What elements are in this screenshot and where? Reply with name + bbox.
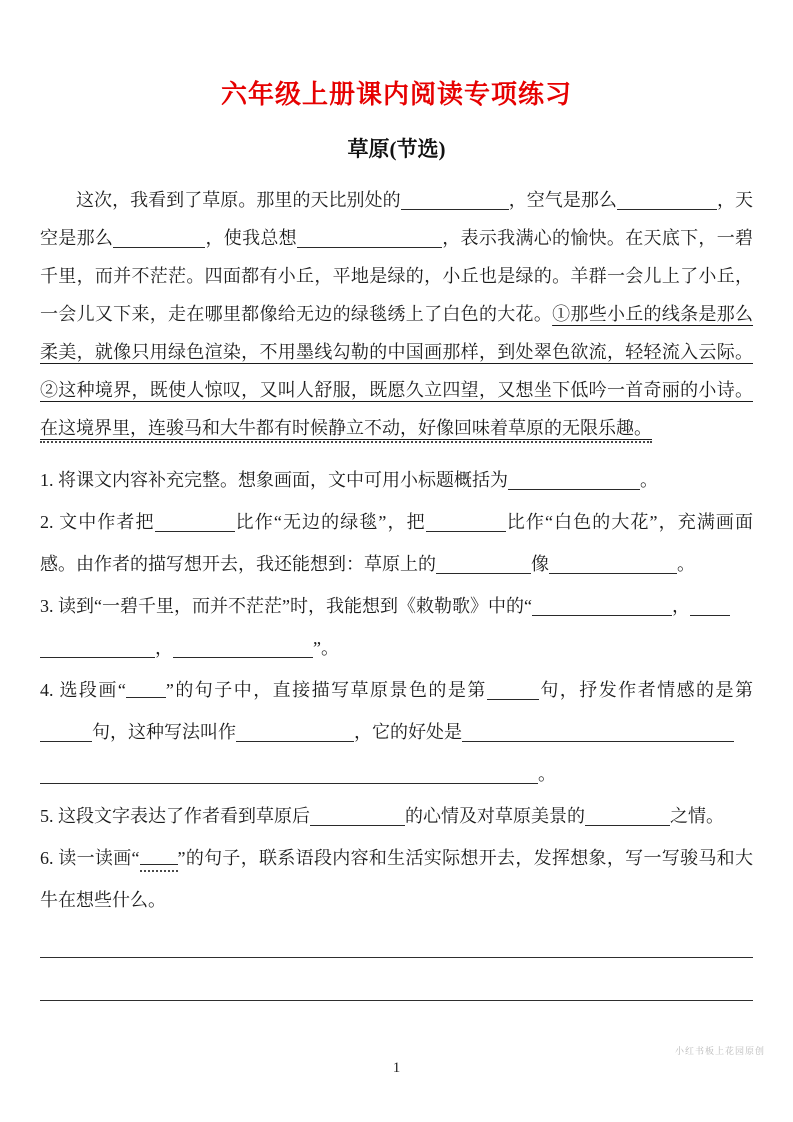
text-run: 1. 将课文内容补充完整。想象画面，文中可用小标题概括为 [40, 470, 508, 490]
fill-in-blank [690, 615, 730, 616]
question-list [40, 459, 753, 921]
fill-in-blank [173, 657, 313, 658]
text-run: 句，这种写法叫作 [92, 722, 236, 742]
fill-in-blank [40, 741, 92, 742]
text-run: 的心情及对草原美景的 [405, 806, 585, 826]
marked-sentence: ①那些小丘的线条是那么柔美，就像只用绿色渲染，不用墨线勾勒的中国画那样，到处翠色欲流，轻轻流入云际。②这种境界，既使人惊叹，又叫人舒服，既愿久立四望，又想坐下低吟一首奇丽的小诗。 [40, 304, 754, 400]
question-item [40, 669, 753, 795]
answer-area [40, 957, 753, 1001]
text-run: 2. 文中作者把 [40, 512, 155, 532]
answer-line [40, 957, 753, 958]
fill-in-blank [297, 247, 442, 248]
fill-in-blank [310, 825, 405, 826]
text-run: ，天空是那么 [40, 190, 754, 248]
text-run: ”的句子中，直接描写草原景色的是第 [165, 680, 487, 700]
fill-in-blank [40, 657, 155, 658]
fill-in-blank [436, 573, 531, 574]
text-run: 像 [531, 554, 549, 574]
text-run: ，空气是那么 [508, 190, 617, 210]
underline-mark [126, 697, 166, 698]
watermark: 小红书板上花园原创 [674, 1046, 765, 1056]
text-run: ”的句子，联系语段内容和生活实际想开去，发挥想象，写一写骏马和大牛在想些什么。 [40, 848, 753, 910]
fill-in-blank [236, 741, 354, 742]
text-run: ，它的好处是 [354, 722, 462, 742]
passage-title: 草原(节选) [347, 137, 446, 161]
question-item [40, 795, 753, 837]
fill-in-blank [487, 699, 539, 700]
text-run: 比作“白色的大花”，充满画面感。由作者的描写想开去，我还能想到：草原上的 [40, 512, 754, 574]
dotted-underline-mark [140, 864, 178, 872]
text-run: ，使我总想 [205, 228, 297, 248]
question-item [40, 585, 753, 669]
page-title: 六年级上册课内阅读专项练习 [220, 80, 572, 109]
text-run: 这次，我看到了草原。那里的天比别处的 [76, 190, 401, 210]
text-run: 比作“无边的绿毯”，把 [234, 512, 426, 532]
text-run: 。 [538, 764, 556, 784]
text-run: 之情。 [670, 806, 724, 826]
text-run: 5. 这段文字表达了作者看到草原后 [40, 806, 310, 826]
text-run: ， [155, 638, 173, 658]
page-number: 1 [392, 1060, 401, 1076]
text-run: 3. 读到“一碧千里，而并不茫茫”时，我能想到《敕勒歌》中的“ [40, 596, 532, 616]
marked-sentence: 在这境界里，连骏马和大牛都有时候静立不动，好像回味着草原的无限乐趣。 [40, 418, 652, 443]
question-item [40, 501, 753, 585]
text-run: ，表示我满心的愉快。在天底下，一碧千里，而并不茫茫。四面都有小丘，平地是绿的，小丘也是绿的。羊群一会儿上了小丘， 一会儿又下来，走在哪里都像给无边的绿毯绣上了白色的大花。 [40, 228, 754, 324]
reading-passage [40, 181, 753, 447]
question-item [40, 459, 753, 501]
text-run: 4. 选段画“ [40, 680, 126, 700]
text-run: 。 [677, 554, 695, 574]
fill-in-blank [40, 783, 538, 784]
fill-in-blank [462, 741, 734, 742]
text-run: ， [671, 596, 690, 616]
fill-in-blank [585, 825, 670, 826]
fill-in-blank [532, 615, 672, 616]
question-item [40, 837, 753, 921]
fill-in-blank [401, 209, 509, 210]
fill-in-blank [426, 531, 506, 532]
text-run: 句，抒发作者情感的是第 [538, 680, 753, 700]
text-run: 6. 读一读画“ [40, 848, 140, 868]
fill-in-blank [617, 209, 717, 210]
fill-in-blank [549, 573, 677, 574]
text-run: ”。 [313, 638, 339, 658]
fill-in-blank [113, 247, 205, 248]
text-run: 。 [640, 470, 658, 490]
fill-in-blank [155, 531, 235, 532]
answer-line [40, 1000, 753, 1001]
fill-in-blank [508, 489, 640, 490]
